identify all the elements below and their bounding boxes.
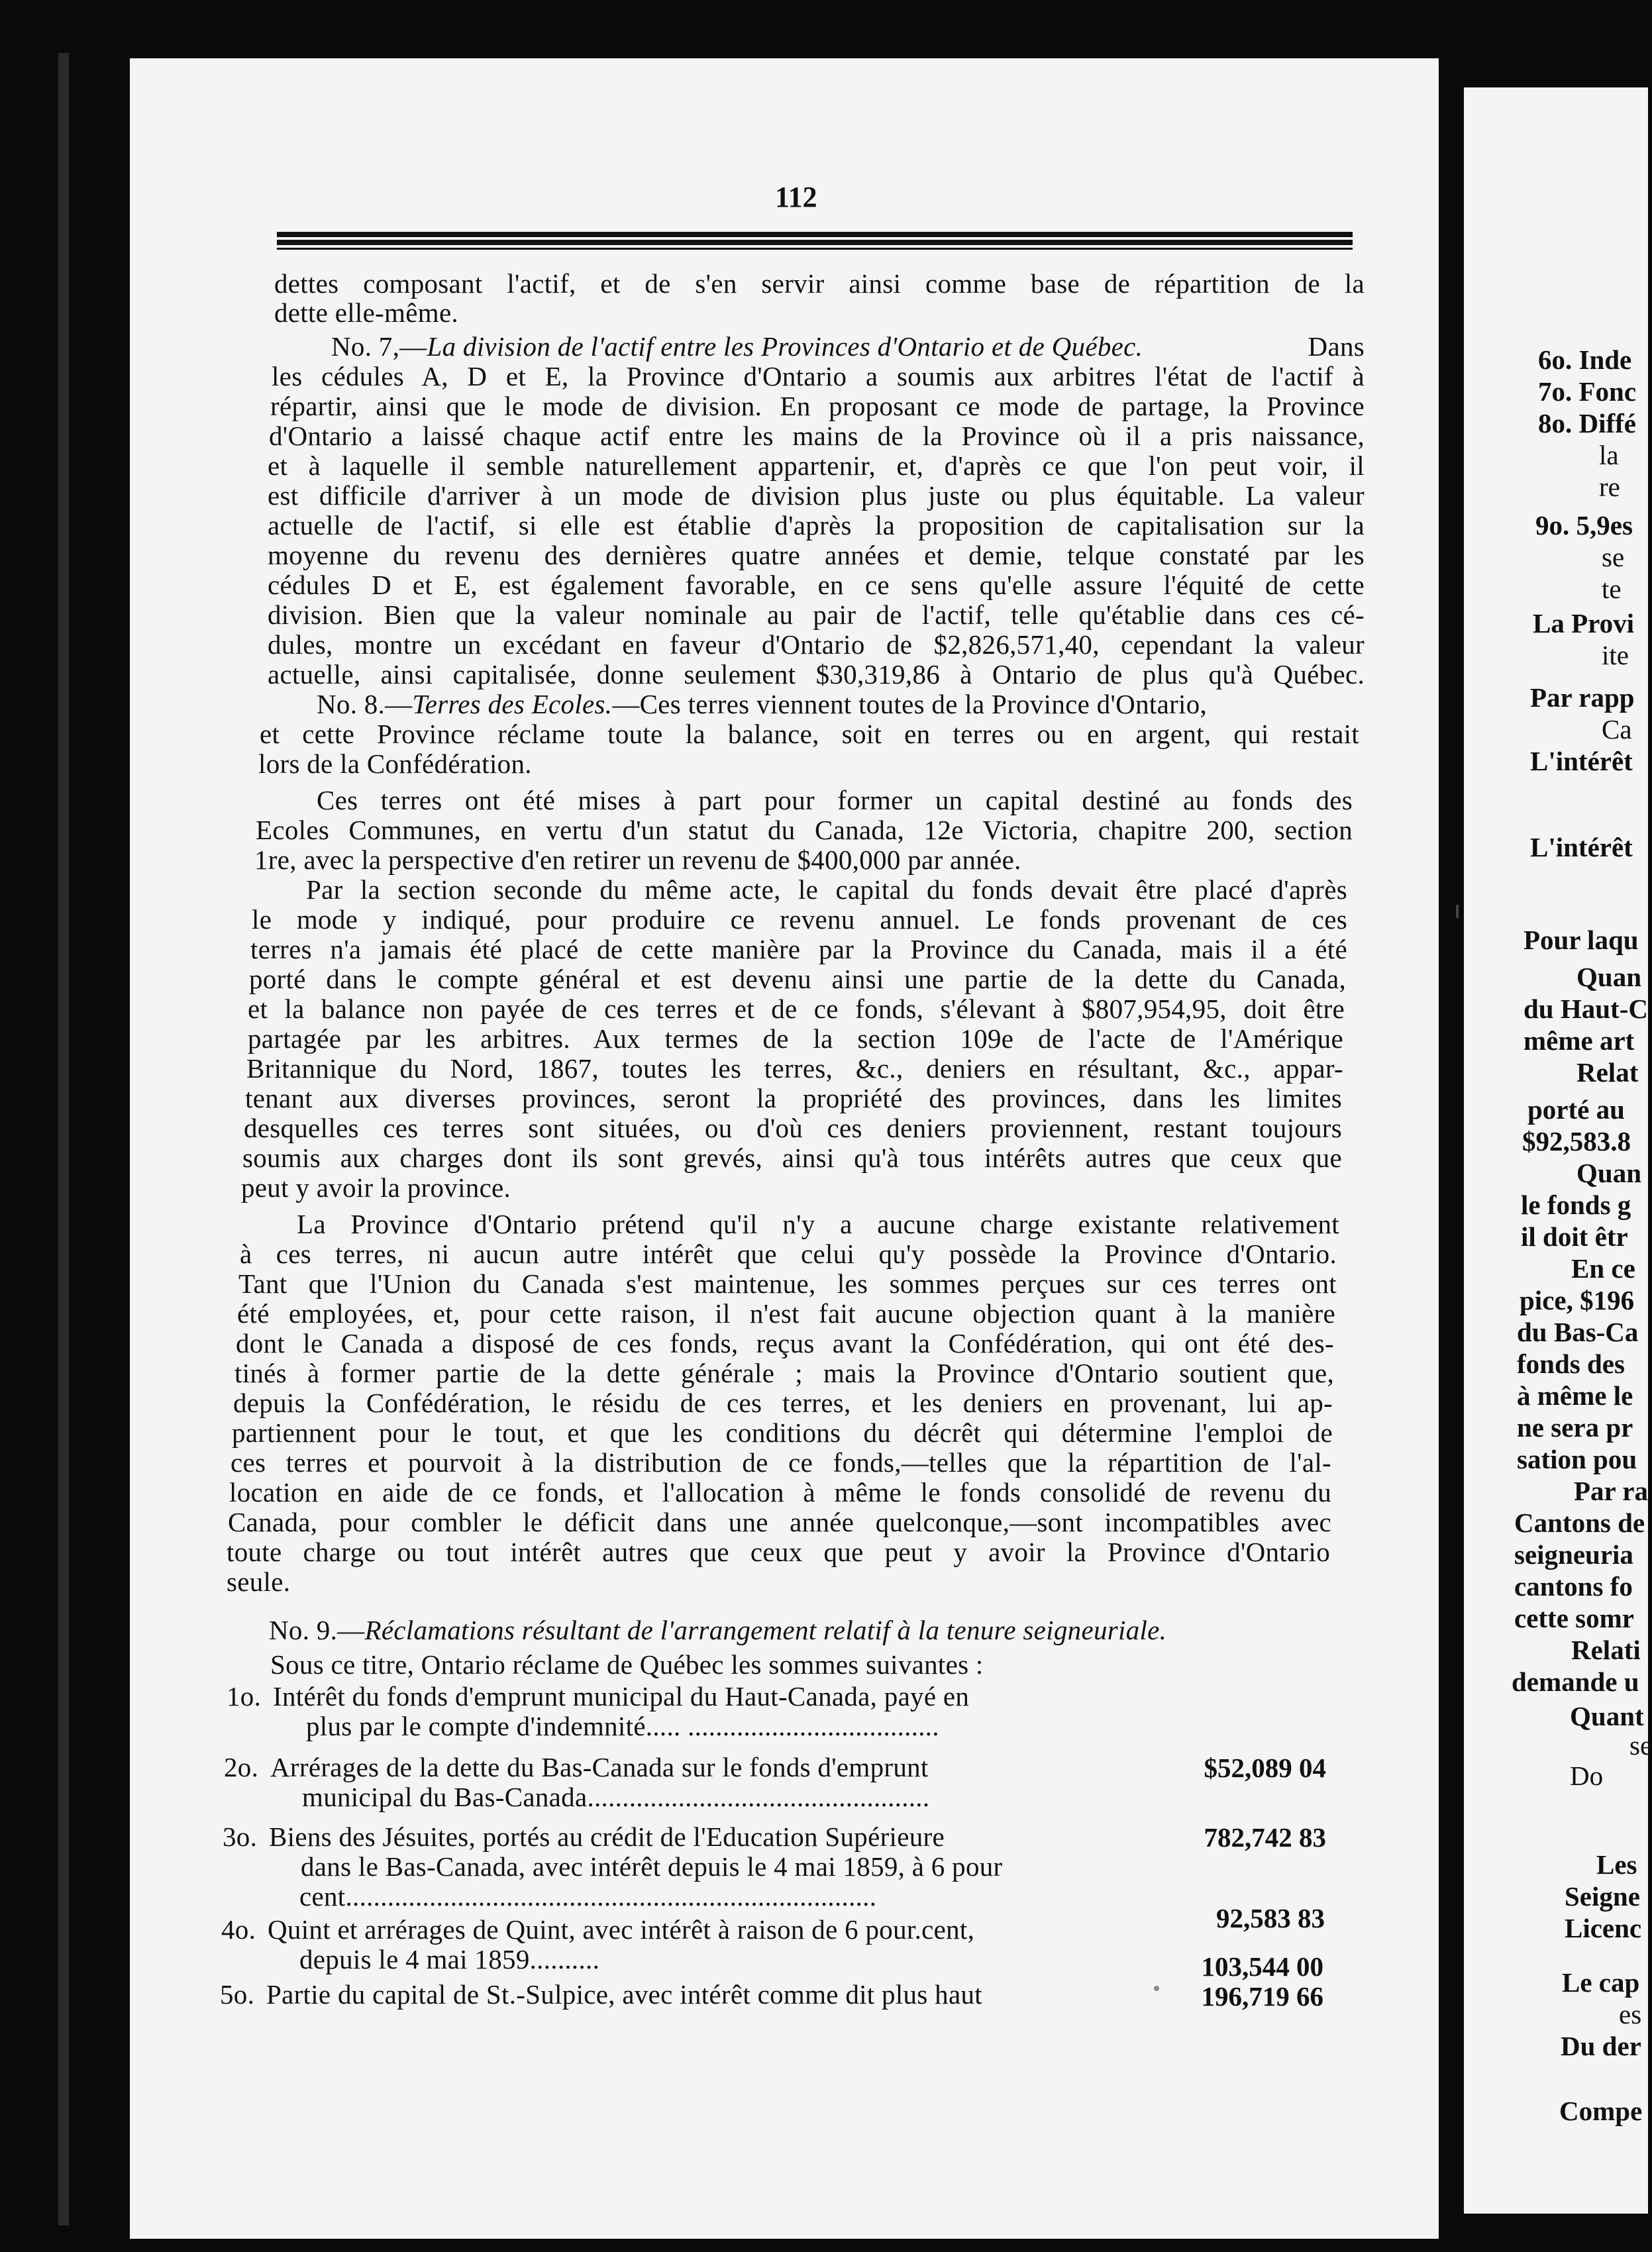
- text-line: le mode y indiqué, pour produire ce revenu annuel. Le fonds provenant de ces: [252, 904, 1347, 935]
- text-line: desquelles ces terres sont situées, ou d'où ces deniers proviennent, restant toujours: [244, 1113, 1342, 1143]
- text-line: soumis aux charges dont ils sont grevés, ainsi qu'à tous intérêts autres que ceux que: [242, 1143, 1342, 1173]
- text-line: Canada, pour combler le déficit dans une année quelconque,—sont incompatibles avec: [228, 1507, 1331, 1537]
- claim-number: 2o.: [224, 1752, 259, 1782]
- facing-text: Par rapp: [1530, 682, 1635, 713]
- facing-text: Relati: [1571, 1635, 1641, 1665]
- facing-text: le fonds g: [1521, 1190, 1631, 1220]
- text-line: tenant aux diverses provinces, seront la propriété des provinces, dans les limites: [245, 1083, 1342, 1113]
- facing-text: demande u: [1512, 1666, 1639, 1697]
- facing-text: Licenc: [1565, 1913, 1642, 1943]
- facing-text: se: [1602, 542, 1625, 572]
- facing-text: ne sera pr: [1517, 1412, 1633, 1443]
- facing-text: se: [1629, 1730, 1652, 1761]
- claim-amount: $52,089 04: [1204, 1753, 1326, 1783]
- facing-text: ite: [1602, 640, 1629, 670]
- facing-text: cantons fo: [1514, 1571, 1633, 1602]
- facing-text: à même le: [1517, 1380, 1633, 1411]
- text-line: et cette Province réclame toute la balance, soit en terres ou en argent, qui restait: [260, 719, 1359, 749]
- text-line: toute charge ou tout intérêt autres que ceux que peut y avoir la Province d'Ontario: [227, 1537, 1330, 1567]
- facing-text: Le cap: [1562, 1967, 1640, 1998]
- facing-text: cette somr: [1514, 1603, 1634, 1633]
- claim-number: 1o.: [227, 1681, 262, 1712]
- margin-mark: [1456, 905, 1459, 918]
- claim-text: Quint et arrérages de Quint, avec intérêt à raison de 6 pour.cent,: [268, 1914, 975, 1945]
- claim-number: 5o.: [220, 1979, 255, 2010]
- claim-amount: 782,742 83: [1204, 1822, 1326, 1853]
- text-line: répartir, ainsi que le mode de division. En proposant ce mode de partage, la Province: [270, 391, 1365, 421]
- section-title: Terres des Ecoles.: [412, 689, 613, 719]
- facing-text: 9o. 5,9es: [1535, 510, 1633, 540]
- facing-text: Par ra: [1574, 1476, 1648, 1506]
- text-line: peut y avoir la province.: [241, 1172, 511, 1203]
- text-line: terres n'a jamais été placé de cette manière par la Province du Canada, mais il a été: [250, 934, 1347, 964]
- header-rule: [277, 232, 1353, 237]
- claim-text: municipal du Bas-Canada.................................................: [302, 1782, 930, 1812]
- text-line: location en aide de ce fonds, et l'allocation à même le fonds consolidé de revenu du: [229, 1477, 1331, 1508]
- text-line: ces terres et pourvoit à la distribution de ce fonds,—telles que la répartition de l'al-: [231, 1447, 1331, 1478]
- facing-text: Les: [1596, 1849, 1637, 1880]
- facing-text: Ca: [1602, 714, 1632, 744]
- claim-text: Partie du capital de St.-Sulpice, avec intérêt comme dit plus haut: [266, 1979, 982, 2010]
- text-line: [331, 331, 1365, 362]
- text-line: été employées, et, pour cette raison, il n'est fait aucune objection quant à la manière: [237, 1298, 1335, 1329]
- facing-text: Quant: [1570, 1701, 1644, 1731]
- facing-text: la: [1599, 440, 1619, 470]
- text-line: lors de la Confédération.: [258, 748, 532, 779]
- text-line: dette elle-même.: [274, 297, 458, 328]
- facing-text: sation pou: [1517, 1444, 1637, 1474]
- header-rule: [277, 248, 1353, 250]
- facing-text: Du der: [1561, 2031, 1641, 2061]
- facing-text: L'intérêt: [1530, 746, 1633, 776]
- claim-text: Intérêt du fonds d'emprunt municipal du Haut-Canada, payé en: [273, 1681, 970, 1712]
- claim-amount: 196,719 66: [1201, 1981, 1323, 2012]
- facing-text: Compe: [1559, 2096, 1643, 2126]
- claim-amount: 92,583 83: [1216, 1903, 1325, 1933]
- text-line: et la balance non payée de ces terres et de ce fonds, s'élevant à $807,954,95, doit être: [248, 994, 1345, 1024]
- text-line: cédules D et E, est également favorable, en ce sens qu'elle assure l'équité de cette: [268, 570, 1365, 600]
- ink-spot: [1154, 1986, 1159, 1991]
- claim-amount: 103,544 00: [1201, 1951, 1323, 1982]
- claim-number: 3o.: [223, 1821, 258, 1852]
- text-line: dules, montre un excédant en faveur d'Ontario de $2,826,571,40, cependant la valeur: [268, 629, 1365, 660]
- facing-text: es: [1619, 1999, 1642, 2029]
- text-line: [317, 689, 1365, 719]
- text-line: les cédules A, D et E, la Province d'Ontario a soumis aux arbitres l'état de l'actif à: [272, 361, 1365, 391]
- text-fragment: —Ces terres viennent toutes de la Province d'Ontario,: [612, 689, 1208, 719]
- text-line: division. Bien que la valeur nominale au pair de l'actif, telle qu'établie dans ces cé-: [268, 599, 1365, 630]
- text-line: porté dans le compte général et est devenu ainsi une partie de la dette du Canada,: [249, 964, 1346, 994]
- facing-text: Relat: [1576, 1057, 1639, 1088]
- claim-number: 4o.: [221, 1914, 256, 1945]
- text-line: [269, 1615, 1166, 1645]
- facing-text: te: [1602, 574, 1622, 604]
- claim-text: cent............................................................................: [299, 1881, 877, 1912]
- facing-text: porté au: [1527, 1094, 1625, 1125]
- facing-text: Seigne: [1565, 1881, 1640, 1912]
- text-line: partiennent pour le tout, et que les conditions du décrêt qui détermine l'emploi de: [232, 1417, 1333, 1448]
- facing-text: fonds des: [1517, 1349, 1625, 1379]
- text-line: et à laquelle il semble naturellement appartenir, et, d'après ce que l'on peut voir, il: [268, 450, 1365, 481]
- text-line: Ces terres ont été mises à part pour former un capital destiné au fonds des: [317, 785, 1353, 815]
- claim-text: depuis le 4 mai 1859..........: [299, 1944, 600, 1974]
- text-line: est difficile d'arriver à un mode de division plus juste ou plus équitable. La valeur: [268, 480, 1365, 511]
- section-title: La division de l'actif entre les Provinces d'Ontario et de Québec.: [427, 331, 1143, 362]
- facing-text: même art: [1523, 1025, 1635, 1056]
- facing-text: il doit êtr: [1521, 1221, 1628, 1252]
- text-line: d'Ontario a laissé chaque actif entre les mains de la Province où il a pris naissance,: [269, 421, 1365, 451]
- claim-text: Arrérages de la dette du Bas-Canada sur le fonds d'emprunt: [270, 1752, 929, 1782]
- facing-text: seigneuria: [1514, 1539, 1633, 1570]
- text-line: depuis la Confédération, le résidu de ces terres, et les deniers en provenant, lui ap-: [233, 1388, 1333, 1418]
- book-binding-edge: [58, 53, 69, 2226]
- text-line: Britannique du Nord, 1867, toutes les terres, &c., deniers en résultant, &c., appar-: [246, 1053, 1343, 1084]
- text-line: Tant que l'Union du Canada s'est maintenue, les sommes perçues sur ces terres ont: [238, 1268, 1337, 1299]
- facing-text: Quan: [1576, 1158, 1641, 1188]
- claim-text: plus par le compte d'indemnité..... ....................................: [306, 1711, 939, 1741]
- text-line: Par la section seconde du même acte, le capital du fonds devait être placé d'après: [306, 874, 1347, 905]
- text-line: La Province d'Ontario prétend qu'il n'y a aucune charge existante relativement: [297, 1209, 1339, 1239]
- text-line: dettes composant l'actif, et de s'en servir ainsi comme base de répartition de la: [274, 268, 1365, 299]
- facing-text: Quan: [1576, 962, 1641, 992]
- text-line: partagée par les arbitres. Aux termes de la section 109e de l'acte de l'Amérique: [248, 1023, 1343, 1054]
- facing-text: re: [1599, 472, 1620, 502]
- facing-text: En ce: [1571, 1253, 1635, 1284]
- page-number: 112: [775, 181, 817, 213]
- facing-text: Cantons de: [1514, 1508, 1645, 1538]
- header-rule: [277, 240, 1353, 245]
- text-line: à ces terres, ni aucun autre intérêt que celui qu'y possède la Province d'Ontario.: [240, 1239, 1337, 1269]
- text-line: seule.: [227, 1566, 291, 1597]
- text-line: actuelle de l'actif, si elle est établie d'après la proposition de capitalisation sur la: [268, 510, 1365, 540]
- text-fragment: Dans: [1308, 331, 1365, 362]
- facing-text: Do: [1570, 1761, 1604, 1791]
- text-line: Sous ce titre, Ontario réclame de Québec les sommes suivantes :: [270, 1649, 984, 1680]
- text-line: 1re, avec la perspective d'en retirer un revenu de $400,000 par année.: [254, 844, 1021, 875]
- facing-text: 7o. Fonc: [1538, 376, 1637, 407]
- section-number: No. 8.—: [317, 689, 413, 719]
- facing-text: du Bas-Ca: [1517, 1317, 1639, 1347]
- text-line: actuelle, ainsi capitalisée, donne seulement $30,319,86 à Ontario de plus qu'à Québec.: [268, 659, 1365, 690]
- facing-text: pice, $196: [1520, 1285, 1635, 1315]
- claim-text: Biens des Jésuites, portés au crédit de l'Education Supérieure: [269, 1821, 945, 1852]
- text-line: Ecoles Communes, en vertu d'un statut du Canada, 12e Victoria, chapitre 200, section: [256, 815, 1353, 845]
- section-title: Réclamations résultant de l'arrangement relatif à la tenure seigneuriale.: [364, 1615, 1167, 1645]
- facing-text: La Provi: [1533, 608, 1634, 639]
- section-number: No. 9.—: [269, 1615, 365, 1645]
- facing-text: du Haut-C: [1523, 994, 1648, 1024]
- facing-text: L'intérêt: [1530, 832, 1633, 862]
- facing-text: $92,583.8: [1522, 1126, 1631, 1156]
- text-line: moyenne du revenu des dernières quatre années et demie, telque constaté par les: [268, 540, 1365, 570]
- facing-text: Pour laqu: [1523, 925, 1639, 955]
- claim-text: dans le Bas-Canada, avec intérêt depuis le 4 mai 1859, à 6 pour: [301, 1851, 1003, 1882]
- section-number: No. 7,—: [331, 331, 427, 362]
- text-line: tinés à former partie de la dette générale ; mais la Province d'Ontario soutient que,: [234, 1358, 1334, 1388]
- text-line: dont le Canada a disposé de ces fonds, reçus avant la Confédération, qui ont été des-: [236, 1328, 1334, 1358]
- facing-text: 8o. Diffé: [1538, 408, 1637, 438]
- facing-text: 6o. Inde: [1538, 344, 1632, 375]
